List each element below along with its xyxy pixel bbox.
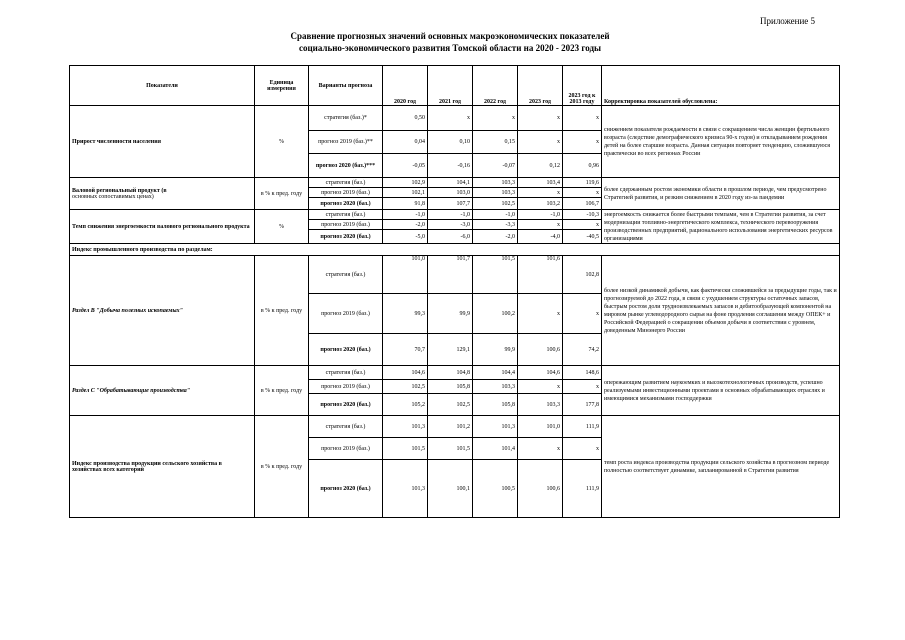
value-cell: 91,8 <box>383 198 428 210</box>
unit-cell: % <box>255 210 309 244</box>
value-cell: 99,3 <box>383 294 428 334</box>
title-line-2: социально-экономического развития Томской области на 2020 - 2023 годы <box>298 43 602 53</box>
value-cell: 101,3 <box>383 460 428 518</box>
header-unit: Единица измерения <box>255 66 309 106</box>
variant-cell: прогноз 2019 (баз.) <box>309 188 383 198</box>
variant-cell: прогноз 2020 (баз.) <box>309 394 383 416</box>
variant-cell: стратегия (баз.) <box>309 178 383 188</box>
value-cell: x <box>518 220 563 230</box>
value-cell: -1,0 <box>428 210 473 220</box>
correction-note: снижением показателя рождаемости в связи с сокращением числа женщин фертильного возраста (следствие демографического кризиса 90-х годов) и откладыванием рождения детей на более старшие возраста. Данная ситуация повторяет тенденцию, сложившуюся практически во всех регионах России <box>602 106 840 178</box>
variant-cell: прогноз 2020 (баз.)*** <box>309 154 383 178</box>
value-cell: 107,7 <box>428 198 473 210</box>
value-cell: -1,0 <box>383 210 428 220</box>
value-cell: 111,9 <box>563 416 602 438</box>
value-cell: 101,3 <box>383 416 428 438</box>
header-2021: 2021 год <box>428 66 473 106</box>
variant-cell: стратегия (баз.) <box>309 210 383 220</box>
value-cell: 100,6 <box>518 334 563 366</box>
value-cell: 104,8 <box>428 366 473 380</box>
value-cell: 100,5 <box>473 460 518 518</box>
value-cell: x <box>428 106 473 131</box>
indicator-title: Темп снижения энергоемкости валового регионального продукта <box>72 223 250 230</box>
value-cell: x <box>473 106 518 131</box>
value-cell: 148,6 <box>563 366 602 380</box>
value-cell: x <box>563 106 602 131</box>
header-variant: Варианты прогноза <box>309 66 383 106</box>
variant-cell: прогноз 2020 (баз.) <box>309 460 383 518</box>
variant-cell: прогноз 2020 (баз.) <box>309 334 383 366</box>
value-cell: 99,9 <box>473 334 518 366</box>
table-row <box>70 256 840 294</box>
value-cell: x <box>518 106 563 131</box>
value-cell: 103,3 <box>473 178 518 188</box>
value-cell: x <box>563 220 602 230</box>
header-2020: 2020 год <box>383 66 428 106</box>
value-cell: 101,5 <box>428 438 473 460</box>
table-row <box>70 366 840 380</box>
value-cell: x <box>563 131 602 154</box>
value-cell: 103,2 <box>518 198 563 210</box>
header-correction: Корректировка показателей обусловлена: <box>602 66 840 106</box>
value-cell: -3,0 <box>428 220 473 230</box>
value-cell: -0,05 <box>383 154 428 178</box>
value-cell: -4,0 <box>518 230 563 244</box>
value-cell: -1,0 <box>518 210 563 220</box>
value-cell: 104,1 <box>428 178 473 188</box>
value-cell: 119,6 <box>563 178 602 188</box>
value-cell: 101,6 <box>518 256 563 294</box>
value-cell: 102,8 <box>563 256 602 294</box>
variant-cell: прогноз 2019 (баз.)** <box>309 131 383 154</box>
section-header: Индекс промышленного производства по разделам: <box>70 244 840 256</box>
indicator-title: Валовой региональный продукт (в <box>72 187 167 194</box>
correction-note: темп роста индекса производства продукции сельского хозяйства в прогнозном периоде полностью соответствует динамике, запланированной в Стратегии развития <box>602 416 840 518</box>
value-cell: 177,8 <box>563 394 602 416</box>
value-cell: 104,6 <box>518 366 563 380</box>
value-cell: x <box>563 294 602 334</box>
value-cell: 101,4 <box>473 438 518 460</box>
value-cell: -1,0 <box>473 210 518 220</box>
value-cell: x <box>518 131 563 154</box>
value-cell: 103,3 <box>473 188 518 198</box>
appendix-label: Приложение 5 <box>760 16 816 26</box>
value-cell: -5,0 <box>383 230 428 244</box>
variant-cell: прогноз 2019 (баз.) <box>309 294 383 334</box>
comparison-table <box>69 65 840 518</box>
value-cell: 105,8 <box>473 394 518 416</box>
value-cell: x <box>518 380 563 394</box>
unit-cell: в % к пред. году <box>255 256 309 366</box>
variant-cell: прогноз 2019 (баз.) <box>309 380 383 394</box>
value-cell: 0,04 <box>383 131 428 154</box>
value-cell: 102,5 <box>428 394 473 416</box>
value-cell: 129,1 <box>428 334 473 366</box>
value-cell: 105,2 <box>383 394 428 416</box>
value-cell: 70,7 <box>383 334 428 366</box>
value-cell: 104,4 <box>473 366 518 380</box>
variant-cell: стратегия (баз.) <box>309 366 383 380</box>
value-cell: x <box>518 188 563 198</box>
value-cell: -0,16 <box>428 154 473 178</box>
indicator-name <box>70 210 255 244</box>
value-cell: 103,3 <box>518 394 563 416</box>
unit-cell: в % к пред. году <box>255 366 309 416</box>
value-cell: 101,5 <box>383 438 428 460</box>
value-cell: 100,1 <box>428 460 473 518</box>
value-cell: -0,07 <box>473 154 518 178</box>
value-cell: 101,0 <box>383 256 428 294</box>
value-cell: 101,5 <box>473 256 518 294</box>
table-row <box>70 210 840 220</box>
value-cell: x <box>563 438 602 460</box>
indicator-name <box>70 366 255 416</box>
indicator-name <box>70 416 255 518</box>
table-row <box>70 416 840 438</box>
value-cell: 101,0 <box>518 416 563 438</box>
indicator-title: Раздел С "Обрабатывающие производства" <box>72 387 191 394</box>
value-cell: -2,0 <box>473 230 518 244</box>
value-cell: -10,3 <box>563 210 602 220</box>
indicator-name <box>70 178 255 210</box>
value-cell: 103,4 <box>518 178 563 188</box>
header-indicator: Показатели <box>70 66 255 106</box>
unit-cell: в % к пред. году <box>255 416 309 518</box>
variant-cell: прогноз 2019 (баз.) <box>309 438 383 460</box>
variant-cell: прогноз 2020 (баз.) <box>309 230 383 244</box>
value-cell: 0,12 <box>518 154 563 178</box>
correction-note: опережающим развитием наукоемких и высокотехнологичных производств, успешно реализуемыми инвестиционными проектами в основных обрабатывающих отраслях и имеющимися механизмами господдержки <box>602 366 840 416</box>
unit-cell: в % к пред. году <box>255 178 309 210</box>
value-cell: 101,7 <box>428 256 473 294</box>
value-cell: 104,6 <box>383 366 428 380</box>
value-cell: 74,2 <box>563 334 602 366</box>
value-cell: 102,5 <box>383 380 428 394</box>
indicator-name <box>70 256 255 366</box>
value-cell: -3,3 <box>473 220 518 230</box>
value-cell: 0,50 <box>383 106 428 131</box>
variant-cell: стратегия (баз.) <box>309 416 383 438</box>
header-2023-to-2013: 2023 год к 2013 году <box>563 66 602 106</box>
value-cell: 100,6 <box>518 460 563 518</box>
unit-cell: % <box>255 106 309 178</box>
indicator-title: Индекс производства продукции сельского хозяйства в хозяйствах всех категорий <box>72 460 222 473</box>
value-cell: 99,9 <box>428 294 473 334</box>
value-cell: 103,3 <box>473 380 518 394</box>
value-cell: -40,5 <box>563 230 602 244</box>
variant-cell: стратегия (баз.) <box>309 256 383 294</box>
indicator-name <box>70 106 255 178</box>
table-row <box>70 106 840 131</box>
indicator-title: Прирост численности населения <box>72 138 161 145</box>
value-cell: 0,10 <box>428 131 473 154</box>
correction-note: энергоемкость снижается более быстрыми темпами, чем в Стратегии развития, за счет модернизации топливно-энергетического комплекса, технического перевооружения производственных предприятий, рационального использования энергетических ресурсов организациями <box>602 210 840 244</box>
value-cell: 102,5 <box>473 198 518 210</box>
page-title <box>200 30 700 54</box>
correction-note: более сдержанным ростом экономики области в прошлом периоде, чем предусмотрено Стратегией развития, и резким снижением в 2020 году из-за пандемии <box>602 178 840 210</box>
title-line-1: Сравнение прогнозных значений основных макроэкономических показателей <box>290 31 610 41</box>
value-cell: 0,15 <box>473 131 518 154</box>
value-cell: 101,2 <box>428 416 473 438</box>
header-2023: 2023 год <box>518 66 563 106</box>
header-row <box>70 66 840 106</box>
value-cell: x <box>563 188 602 198</box>
value-cell: 106,7 <box>563 198 602 210</box>
indicator-subtitle: основных сопоставимых ценах) <box>72 193 154 200</box>
value-cell: 111,9 <box>563 460 602 518</box>
value-cell: 100,2 <box>473 294 518 334</box>
indicator-title: Раздел В "Добыча полезных ископаемых" <box>72 307 183 314</box>
value-cell: 105,8 <box>428 380 473 394</box>
value-cell: 102,1 <box>383 188 428 198</box>
value-cell: x <box>518 438 563 460</box>
header-2022: 2022 год <box>473 66 518 106</box>
table-row <box>70 178 840 188</box>
value-cell: -6,0 <box>428 230 473 244</box>
correction-note: более низкой динамикой добычи, как фактически сложившейся за предыдущие годы, так и прогнозируемой до 2022 года, в связи с ухудшением структуры остаточных запасов, быстрым ростом доли трудноизвлекаемых запасов и дебитообразующей компонентой на мировом рынке углеводородного сырья на фоне продления соглашения между ОПЕК+ и Российской Федерацией о сокращении объемов добычи в соответствии с уровнем, доведенным Минэнерго России <box>602 256 840 366</box>
variant-cell: прогноз 2019 (баз.) <box>309 220 383 230</box>
value-cell: 103,0 <box>428 188 473 198</box>
value-cell: 0,96 <box>563 154 602 178</box>
variant-cell: прогноз 2020 (баз.) <box>309 198 383 210</box>
value-cell: x <box>563 380 602 394</box>
value-cell: 101,3 <box>473 416 518 438</box>
section-row <box>70 244 840 256</box>
value-cell: -2,0 <box>383 220 428 230</box>
value-cell: 102,9 <box>383 178 428 188</box>
value-cell: x <box>518 294 563 334</box>
variant-cell: стратегия (баз.)* <box>309 106 383 131</box>
